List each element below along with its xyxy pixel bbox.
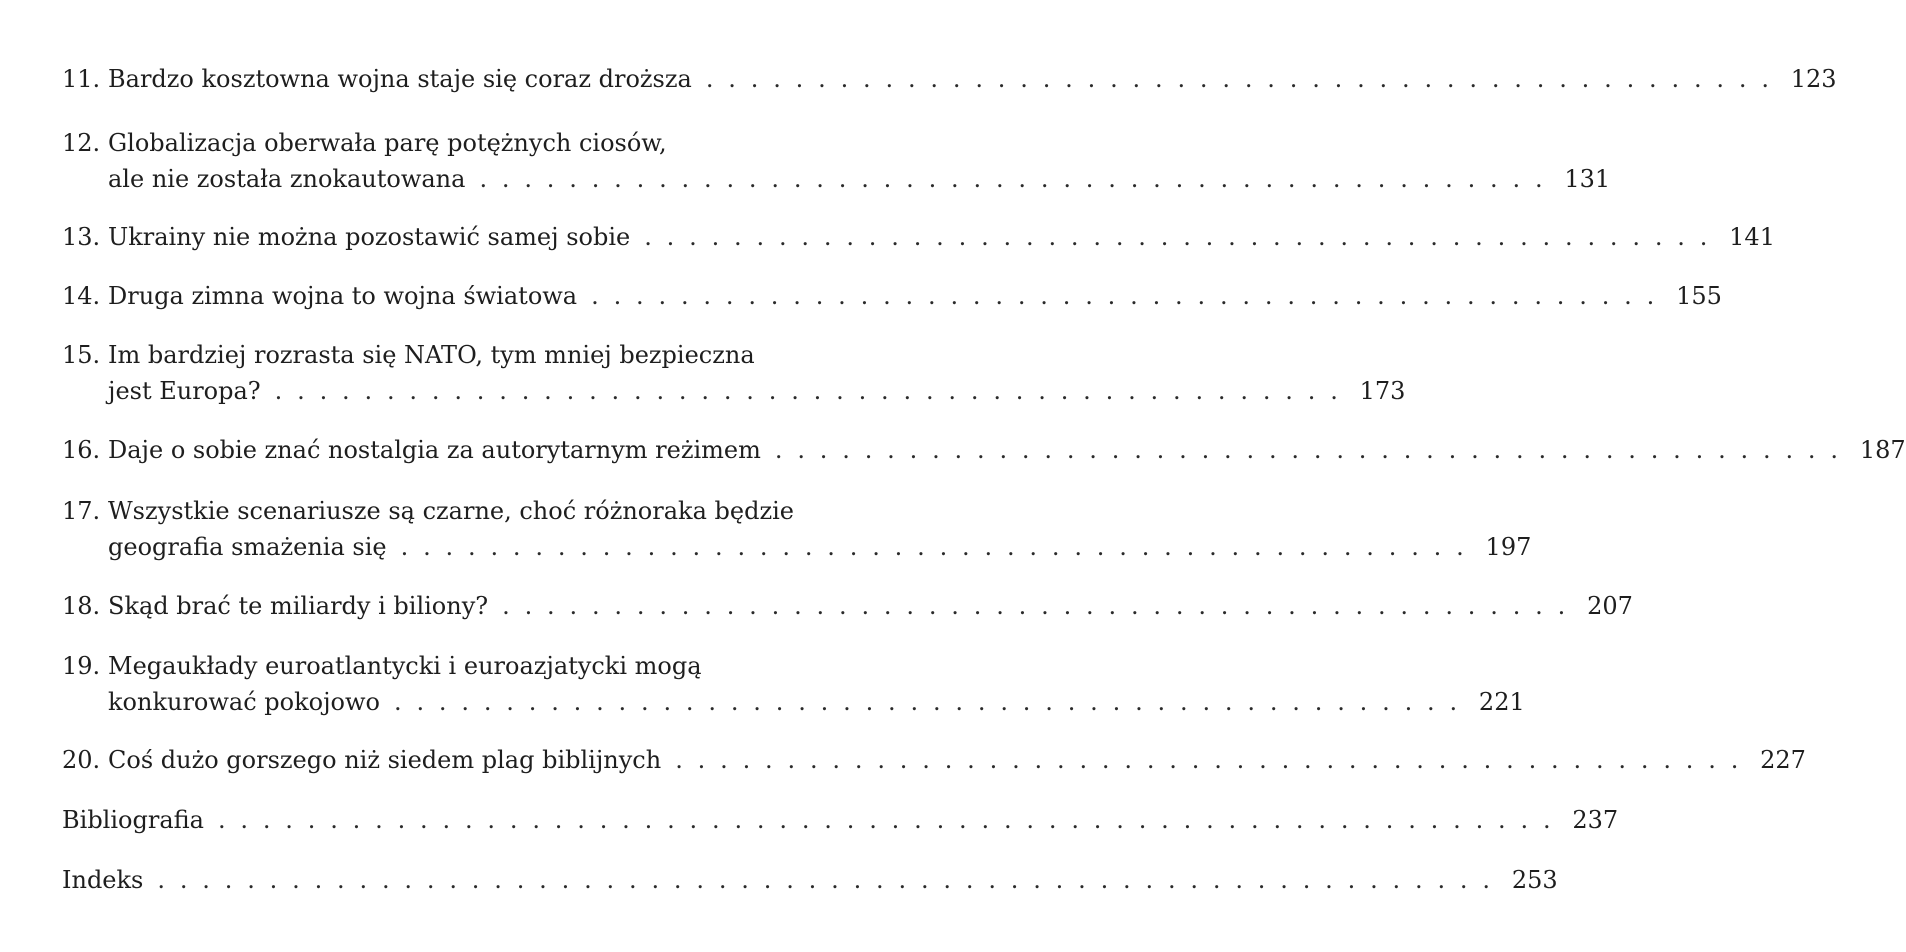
dot-leader: . . . . . . . . . . . . . . . . . . . . . . . . . . . . . . . . . . . . . . . . . . . . . . . . <box>400 533 1468 561</box>
dot-leader: . . . . . . . . . . . . . . . . . . . . . . . . . . . . . . . . . . . . . . . . . . . . . . . . <box>502 592 1569 620</box>
entry-title: Ukrainy nie można pozostawić samej sobie <box>108 223 631 251</box>
entry-page-number: 221 <box>1478 688 1525 716</box>
entry-title-continued: jest Europa? <box>108 377 261 405</box>
entry-page-number: 131 <box>1564 165 1611 193</box>
entry-page-number: 253 <box>1511 866 1558 894</box>
entry-number: 15. <box>62 341 101 369</box>
entry-number: 14. <box>62 282 101 310</box>
entry-title: Skąd brać te miliardy i biliony? <box>108 592 489 620</box>
toc-entry-16 <box>62 432 1906 468</box>
entry-number: 12. <box>62 129 101 157</box>
dot-leader: . . . . . . . . . . . . . . . . . . . . . . . . . . . . . . . . . . . . . . . . . . . . . . . . <box>675 746 1742 774</box>
entry-title: Indeks <box>62 866 144 894</box>
toc-entry-15 <box>62 337 1406 409</box>
toc-entry-18 <box>62 588 1633 624</box>
entry-number: 11. <box>62 65 101 93</box>
toc-entry-14 <box>62 278 1722 314</box>
entry-number: 19. <box>62 652 101 680</box>
entry-number: 16. <box>62 436 101 464</box>
entry-title: Bardzo kosztowna wojna staje się coraz droższa <box>108 65 692 93</box>
entry-title: Im bardziej rozrasta się NATO, tym mniej bezpieczna <box>108 341 755 369</box>
dot-leader: . . . . . . . . . . . . . . . . . . . . . . . . . . . . . . . . . . . . . . . . . . . . . . . . . . . . . . . . . . . . <box>157 866 1494 894</box>
entry-number: 13. <box>62 223 101 251</box>
entry-title: Daje o sobie znać nostalgia za autorytarnym reżimem <box>108 436 761 464</box>
entry-page-number: 227 <box>1760 746 1806 774</box>
entry-title-continued: konkurować pokojowo <box>108 688 380 716</box>
entry-page-number: 197 <box>1485 533 1532 561</box>
dot-leader: . . . . . . . . . . . . . . . . . . . . . . . . . . . . . . . . . . . . . . . . . . . . . . . . <box>393 688 1461 716</box>
entry-title-continued: ale nie została znokautowana <box>108 165 466 193</box>
entry-title: Wszystkie scenariusze są czarne, choć różnoraka będzie <box>108 497 794 525</box>
toc-entry-12 <box>62 125 1611 197</box>
dot-leader: . . . . . . . . . . . . . . . . . . . . . . . . . . . . . . . . . . . . . . . . . . . . . . . . <box>705 65 1773 93</box>
entry-page-number: 123 <box>1790 65 1837 93</box>
entry-title: Coś dużo gorszego niż siedem plag biblijnych <box>108 746 662 774</box>
entry-number: 17. <box>62 497 101 525</box>
toc-entry-index <box>62 862 1558 898</box>
dot-leader: . . . . . . . . . . . . . . . . . . . . . . . . . . . . . . . . . . . . . . . . . . . . . . . . <box>479 165 1547 193</box>
dot-leader: . . . . . . . . . . . . . . . . . . . . . . . . . . . . . . . . . . . . . . . . . . . . . . . . <box>774 436 1842 464</box>
toc-entry-17 <box>62 493 1532 565</box>
entry-title: Globalizacja oberwała parę potężnych ciosów, <box>108 129 667 157</box>
toc-entry-19 <box>62 648 1525 720</box>
toc-entry-11 <box>62 61 1837 97</box>
entry-title: Bibliografia <box>62 806 204 834</box>
dot-leader: . . . . . . . . . . . . . . . . . . . . . . . . . . . . . . . . . . . . . . . . . . . . . . . . . . . . . . . . . . . . <box>217 806 1555 834</box>
dot-leader: . . . . . . . . . . . . . . . . . . . . . . . . . . . . . . . . . . . . . . . . . . . . . . . . <box>591 282 1658 310</box>
entry-page-number: 155 <box>1676 282 1722 310</box>
toc-entry-13 <box>62 219 1775 255</box>
entry-title-continued: geografia smażenia się <box>108 533 387 561</box>
entry-title: Druga zimna wojna to wojna światowa <box>108 282 578 310</box>
entry-page-number: 173 <box>1359 377 1406 405</box>
toc-entry-bibliography <box>62 802 1619 838</box>
entry-number: 18. <box>62 592 101 620</box>
dot-leader: . . . . . . . . . . . . . . . . . . . . . . . . . . . . . . . . . . . . . . . . . . . . . . . . <box>644 223 1711 251</box>
table-of-contents <box>62 0 1906 952</box>
toc-entry-20 <box>62 742 1806 778</box>
entry-title: Megaukłady euroatlantycki i euroazjatycki mogą <box>108 652 702 680</box>
entry-page-number: 237 <box>1572 806 1619 834</box>
entry-page-number: 207 <box>1587 592 1633 620</box>
entry-page-number: 141 <box>1729 223 1775 251</box>
entry-page-number: 187 <box>1859 436 1906 464</box>
dot-leader: . . . . . . . . . . . . . . . . . . . . . . . . . . . . . . . . . . . . . . . . . . . . . . . . <box>274 377 1342 405</box>
entry-number: 20. <box>62 746 101 774</box>
